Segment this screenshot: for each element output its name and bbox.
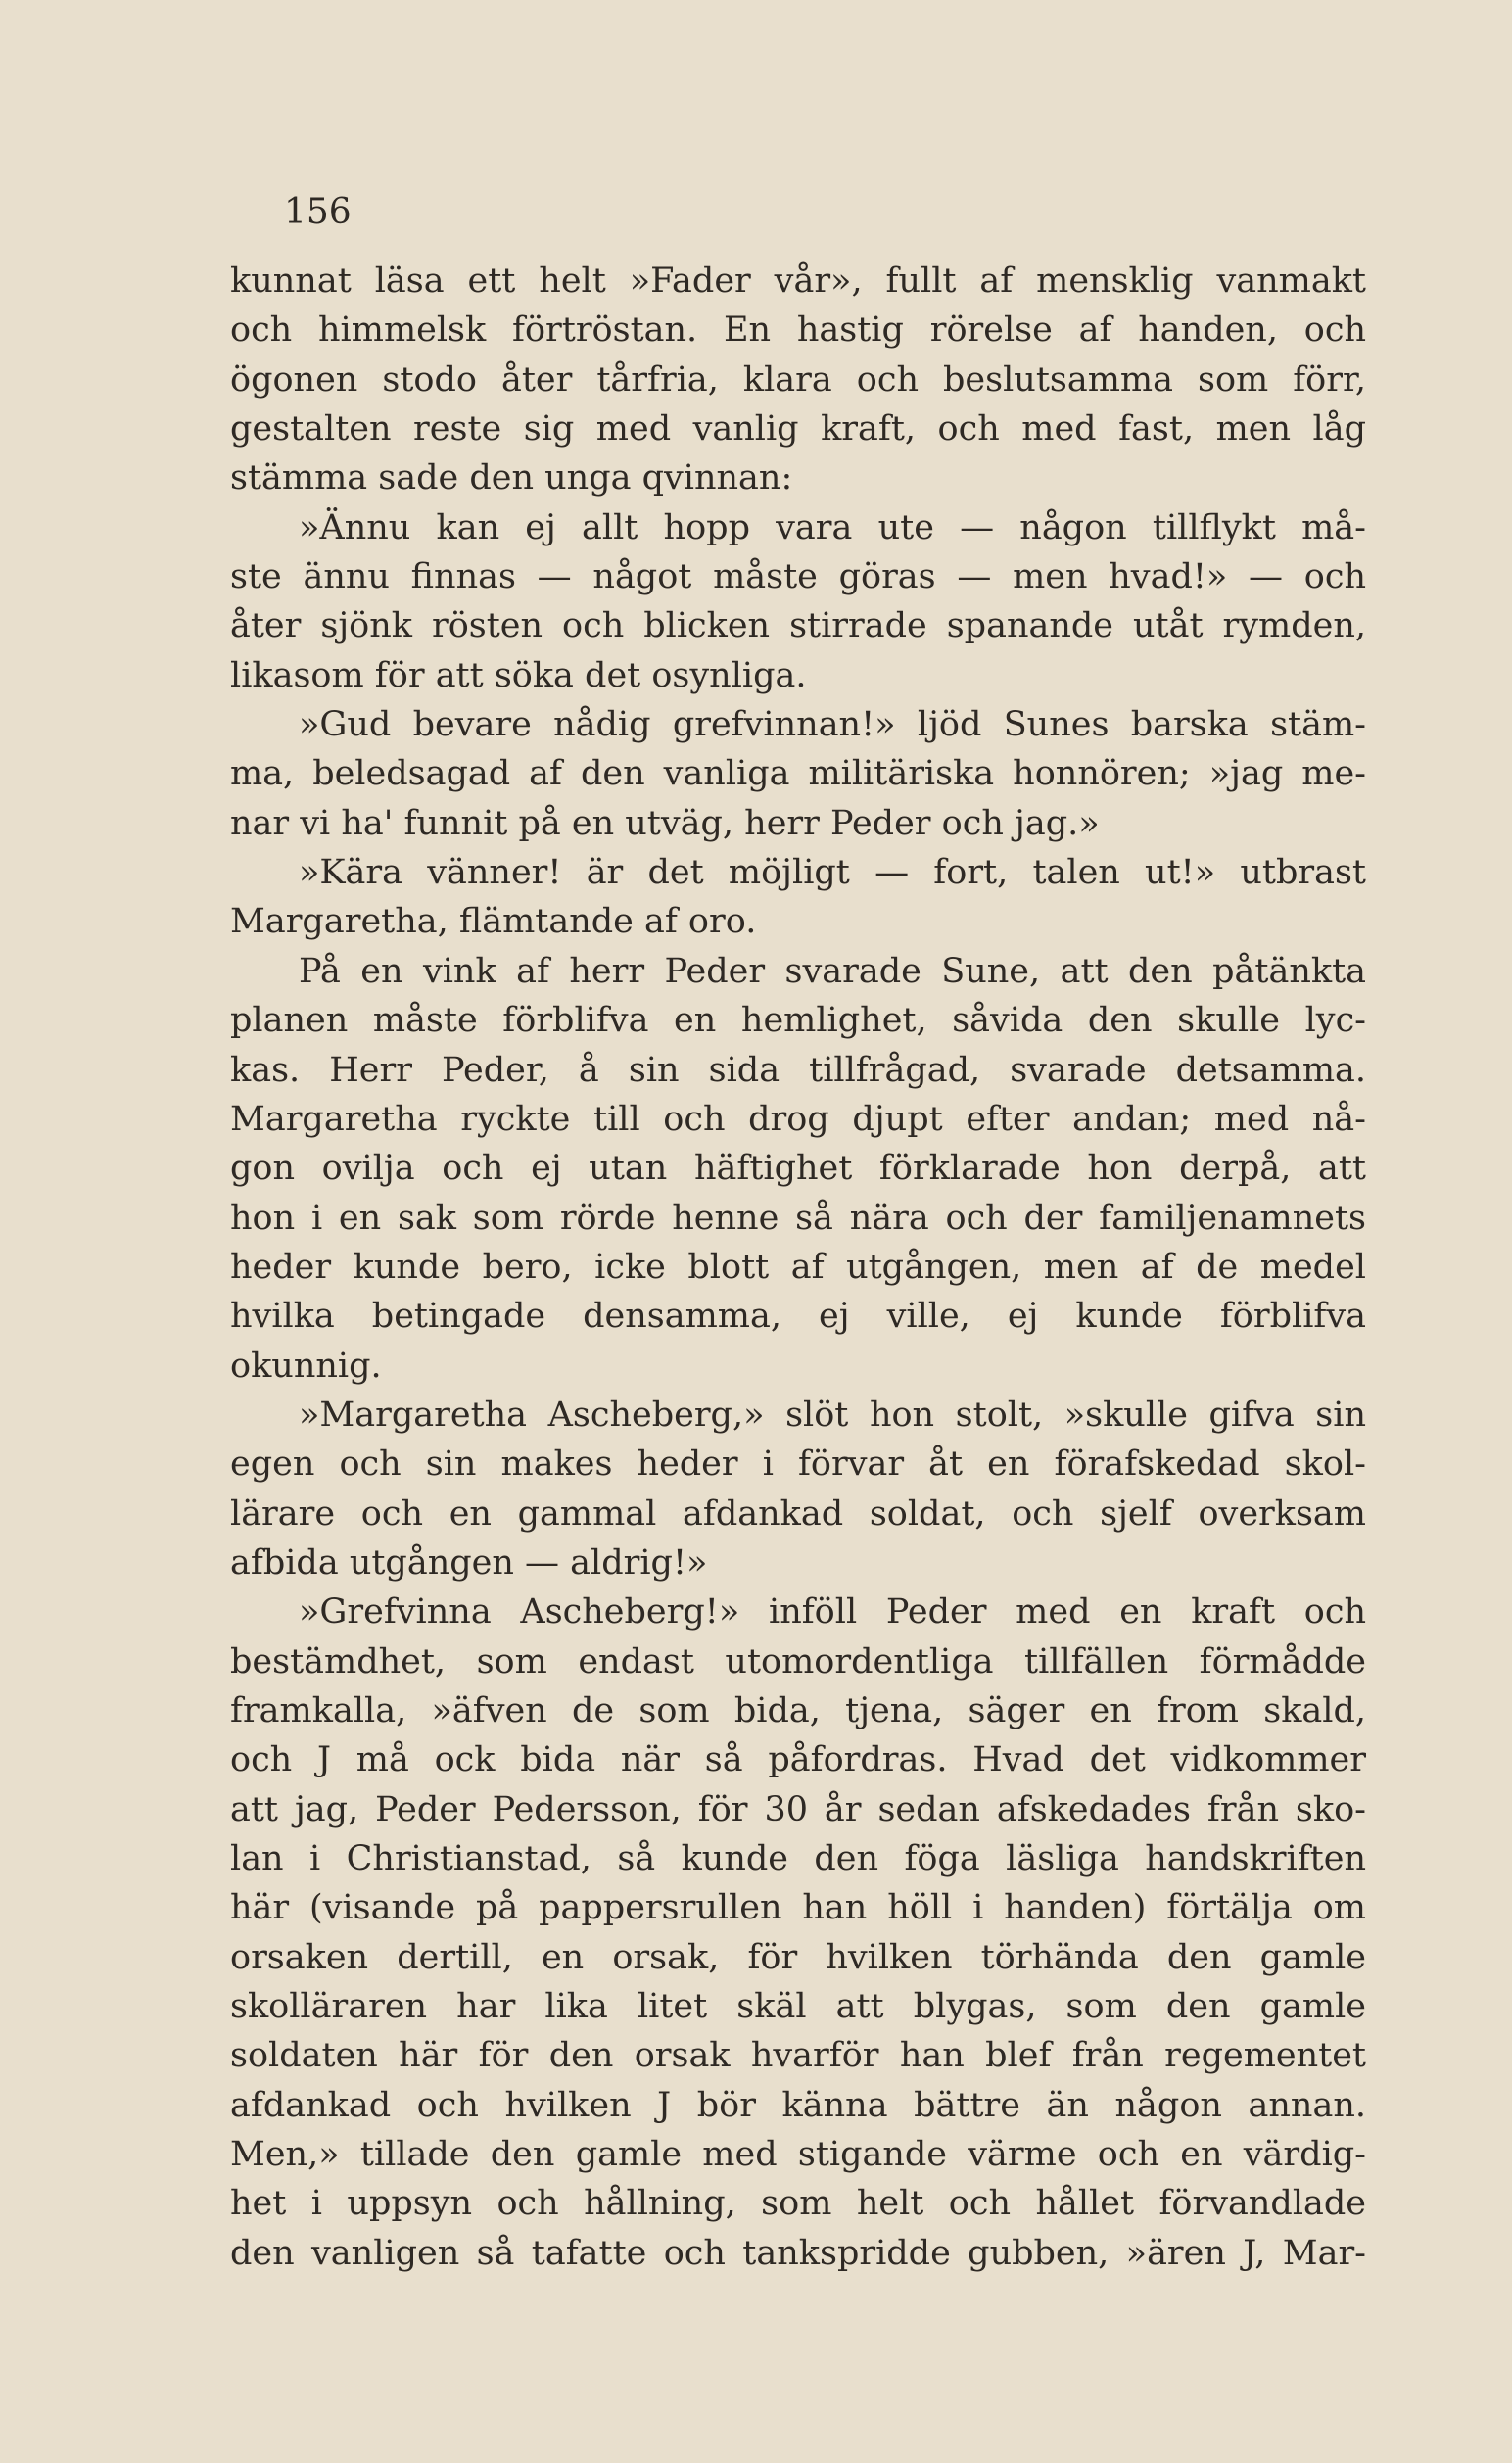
text-line: kunnat läsa ett helt »Fader vår», fullt af mensklig vanmakt xyxy=(230,261,1366,301)
text-line: »Kära vänner! är det möjligt — fort, talen ut!» utbrast xyxy=(299,853,1366,893)
text-line: bestämdhet, som endast utomordentliga tillfällen förmådde xyxy=(230,1641,1366,1681)
text-line: »Gud bevare nådig grefvinnan!» ljöd Sunes barska stäm- xyxy=(299,705,1366,745)
text-line: På en vink af herr Peder svarade Sune, att den påtänkta xyxy=(299,951,1366,991)
text-line: Men,» tillade den gamle med stigande värme och en värdig- xyxy=(230,2135,1366,2175)
text-line: lärare och en gammal afdankad soldat, och sjelf overksam xyxy=(230,1493,1366,1534)
text-line: hon i en sak som rörde henne så nära och der familjenamnets xyxy=(230,1198,1366,1238)
text-line: att jag, Peder Pedersson, för 30 år sedan afskedades från sko- xyxy=(230,1789,1366,1829)
body-text xyxy=(230,257,1366,2278)
page-number: 156 xyxy=(284,192,352,232)
text-line: het i uppsyn och hållning, som helt och hållet förvandlade xyxy=(230,2184,1366,2224)
text-line: åter sjönk rösten och blicken stirrade spanande utåt rymden, xyxy=(230,606,1366,646)
text-line: hvilka betingade densamma, ej ville, ej kunde förblifva xyxy=(230,1297,1366,1337)
text-line: likasom för att söka det osynliga. xyxy=(230,655,807,695)
text-line: soldaten här för den orsak hvarför han blef från regementet xyxy=(230,2036,1366,2076)
text-line: egen och sin makes heder i förvar åt en förafskedad skol- xyxy=(230,1445,1366,1485)
text-line: den vanligen så tafatte och tankspridde gubben, »ären J, Mar- xyxy=(230,2233,1366,2273)
text-line: Margaretha ryckte till och drog djupt efter andan; med nå- xyxy=(230,1099,1366,1139)
text-line: skolläraren har lika litet skäl att blygas, som den gamle xyxy=(230,1987,1366,2027)
text-line: gon ovilja och ej utan häftighet förklarade hon derpå, att xyxy=(230,1149,1366,1189)
text-line: »Ännu kan ej allt hopp vara ute — någon tillflykt må- xyxy=(299,507,1366,547)
text-line: okunnig. xyxy=(230,1346,382,1386)
text-line: afbida utgången — aldrig!» xyxy=(230,1542,708,1583)
text-line: afdankad och hvilken J bör känna bättre än någon annan. xyxy=(230,2085,1366,2125)
text-line: ögonen stodo åter tårfria, klara och beslutsamma som förr, xyxy=(230,359,1366,400)
text-line: kas. Herr Peder, å sin sida tillfrågad, svarade detsamma. xyxy=(230,1050,1366,1090)
text-line: ma, beledsagad af den vanliga militäriska honnören; »jag me- xyxy=(230,754,1366,794)
text-line: och J må ock bida när så påfordras. Hvad det vidkommer xyxy=(230,1740,1366,1780)
text-line: gestalten reste sig med vanlig kraft, och med fast, men låg xyxy=(230,409,1366,450)
text-line: lan i Christianstad, så kunde den föga läsliga handskriften xyxy=(230,1839,1366,1878)
text-line: heder kunde bero, icke blott af utgången, men af de medel xyxy=(230,1247,1366,1287)
text-line: framkalla, »äfven de som bida, tjena, säger en from skald, xyxy=(230,1690,1366,1730)
text-line: ste ännu finnas — något måste göras — men hvad!» — och xyxy=(230,557,1366,597)
text-line: »Margaretha Ascheberg,» slöt hon stolt, »skulle gifva sin xyxy=(299,1395,1366,1435)
text-line: planen måste förblifva en hemlighet, såvida den skulle lyc- xyxy=(230,1001,1366,1041)
text-line: stämma sade den unga qvinnan: xyxy=(230,458,793,498)
text-line: orsaken dertill, en orsak, för hvilken törhända den gamle xyxy=(230,1937,1366,1977)
text-line: här (visande på pappersrullen han höll i handen) förtälja om xyxy=(230,1888,1366,1928)
text-line: nar vi ha' funnit på en utväg, herr Peder och jag.» xyxy=(230,803,1100,843)
text-line: och himmelsk förtröstan. En hastig rörelse af handen, och xyxy=(230,310,1366,351)
text-line: »Grefvinna Ascheberg!» inföll Peder med en kraft och xyxy=(299,1592,1366,1633)
text-line: Margaretha, flämtande af oro. xyxy=(230,902,757,942)
